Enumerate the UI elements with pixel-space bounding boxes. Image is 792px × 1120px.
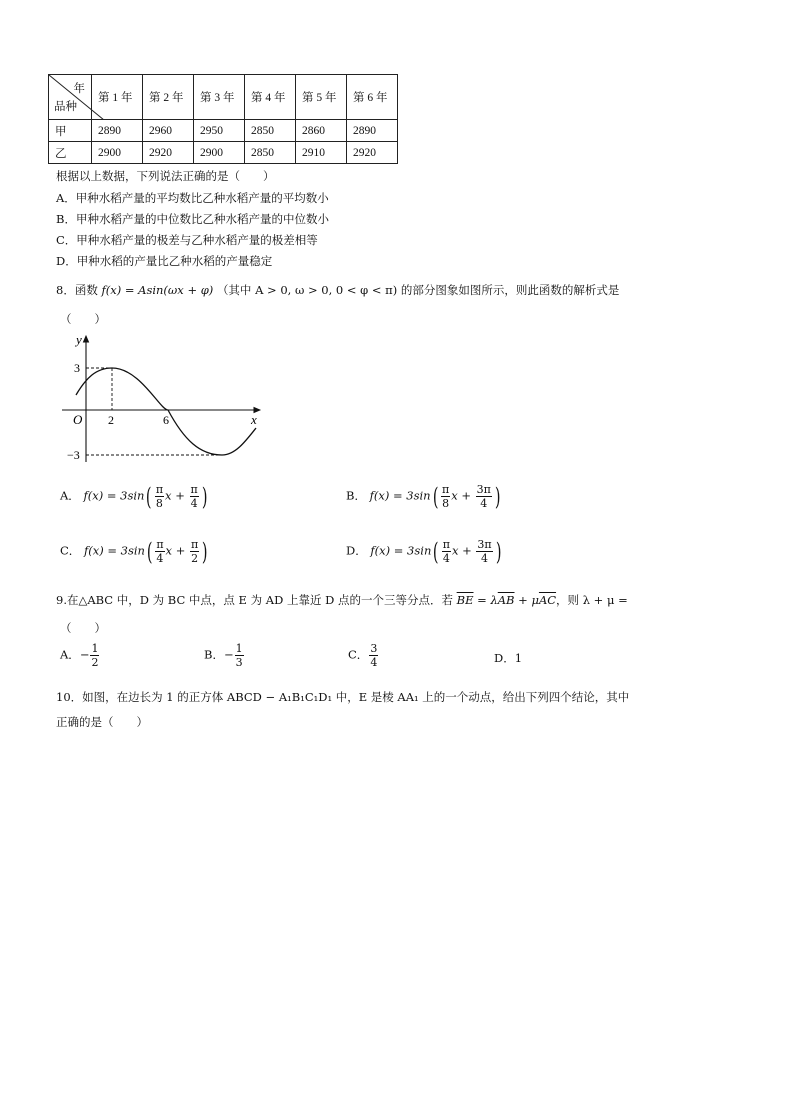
q8-function: f(x) = Asin(ωx + φ) bbox=[101, 283, 214, 297]
q8-option-d: D． f(x) = 3sin( $\frac{\pi}{4}$ x + $\frac{3\pi}{4}$ ) bbox=[346, 537, 502, 566]
year-header: 第 6 年 bbox=[347, 75, 398, 120]
q7-option-a: A．甲种水稻产量的平均数比乙种水稻产量的平均数小 bbox=[56, 191, 329, 205]
table-cell: 2850 bbox=[245, 120, 296, 142]
year-header: 第 4 年 bbox=[245, 75, 296, 120]
table-cell: 2890 bbox=[347, 120, 398, 142]
year-header: 第 3 年 bbox=[194, 75, 245, 120]
row-label: 乙 bbox=[49, 142, 92, 164]
q8-sine-graph bbox=[60, 330, 270, 470]
tick-x-6: 6 bbox=[163, 413, 169, 427]
table-cell: 2950 bbox=[194, 120, 245, 142]
table-cell: 2910 bbox=[296, 142, 347, 164]
year-header: 第 5 年 bbox=[296, 75, 347, 120]
q8-prefix: 函数 bbox=[74, 283, 98, 297]
tick-y-neg3: −3 bbox=[67, 448, 80, 462]
q7-option-c: C．甲种水稻产量的极差与乙种水稻产量的极差相等 bbox=[56, 233, 318, 247]
q8-stem bbox=[56, 282, 619, 298]
table-cell: 2860 bbox=[296, 120, 347, 142]
q9-stem: 9.在△ABC 中，D 为 BC 中点，点 E 为 AD 上靠近 D 点的一个三等分点．若 $\overline{BE} = \lambda\overline{AB} + \mu\overline{AC}$，则 λ + μ = bbox=[56, 593, 628, 607]
q7-stem: 根据以上数据，下列说法正确的是（ ） bbox=[56, 169, 275, 183]
table-cell: 2900 bbox=[194, 142, 245, 164]
vector-be: $\overline{BE}$ bbox=[456, 593, 474, 607]
q8-blank: （ ） bbox=[60, 312, 106, 326]
q9-blank: （ ） bbox=[60, 621, 106, 635]
x-axis-label: x bbox=[251, 412, 257, 427]
table-cell: 2850 bbox=[245, 142, 296, 164]
q8-option-b: B． f(x) = 3sin( $\frac{\pi}{8}$ x + $\frac{3\pi}{4}$ ) bbox=[346, 482, 501, 511]
year-header: 第 2 年 bbox=[143, 75, 194, 120]
y-axis-label: y bbox=[76, 332, 82, 347]
origin-label: O bbox=[73, 412, 83, 427]
q10-line1: 10．如图，在边长为 1 的正方体 ABCD − A₁B₁C₁D₁ 中，E 是棱 AA₁ 上的一个动点，给出下列四个结论，其中 bbox=[56, 690, 630, 704]
table-cell: 2920 bbox=[347, 142, 398, 164]
q9-option-d: D．1 bbox=[494, 651, 523, 665]
table-row bbox=[49, 142, 398, 164]
tick-x-2: 2 bbox=[108, 413, 114, 427]
q9-option-c: C． $\frac{3}{4}$ bbox=[348, 642, 378, 669]
table-row bbox=[49, 120, 398, 142]
table-cell: 2900 bbox=[92, 142, 143, 164]
vector-ac: $\overline{AC}$ bbox=[538, 593, 557, 607]
table-cell: 2890 bbox=[92, 120, 143, 142]
q10-line2: 正确的是（ ） bbox=[56, 715, 148, 729]
table-corner-cell bbox=[49, 75, 92, 120]
row-label: 甲 bbox=[49, 120, 92, 142]
q8-suffix: 的部分图象如图所示，则此函数的解析式是 bbox=[400, 283, 620, 297]
tick-y-3: 3 bbox=[74, 361, 80, 375]
sine-curve bbox=[76, 368, 256, 455]
table-cell: 2920 bbox=[143, 142, 194, 164]
table-cell: 2960 bbox=[143, 120, 194, 142]
q8-option-a: A． f(x) = 3sin( $\frac{\pi}{8}$ x + $\frac{\pi}{4}$ ) bbox=[60, 482, 208, 511]
q7-option-b: B．甲种水稻产量的中位数比乙种水稻产量的中位数小 bbox=[56, 212, 329, 226]
q8-condition: （其中 A > 0, ω > 0, 0 < φ < π) bbox=[216, 283, 398, 297]
yield-table bbox=[48, 74, 398, 164]
corner-variety-label: 品种 bbox=[54, 101, 77, 113]
corner-year-label: 年 bbox=[73, 83, 85, 95]
q9-option-a: A．− $\frac{1}{2}$ bbox=[60, 642, 99, 669]
q8-option-c: C． f(x) = 3sin( $\frac{\pi}{4}$ x + $\frac{\pi}{2}$ ) bbox=[60, 537, 208, 566]
q8-number: 8． bbox=[56, 283, 75, 297]
q9-option-b: B．− $\frac{1}{3}$ bbox=[204, 642, 243, 669]
table-header-row bbox=[49, 75, 398, 120]
q7-option-d: D．甲种水稻的产量比乙种水稻的产量稳定 bbox=[56, 254, 273, 268]
vector-ab: $\overline{AB}$ bbox=[497, 593, 515, 607]
year-header: 第 1 年 bbox=[92, 75, 143, 120]
